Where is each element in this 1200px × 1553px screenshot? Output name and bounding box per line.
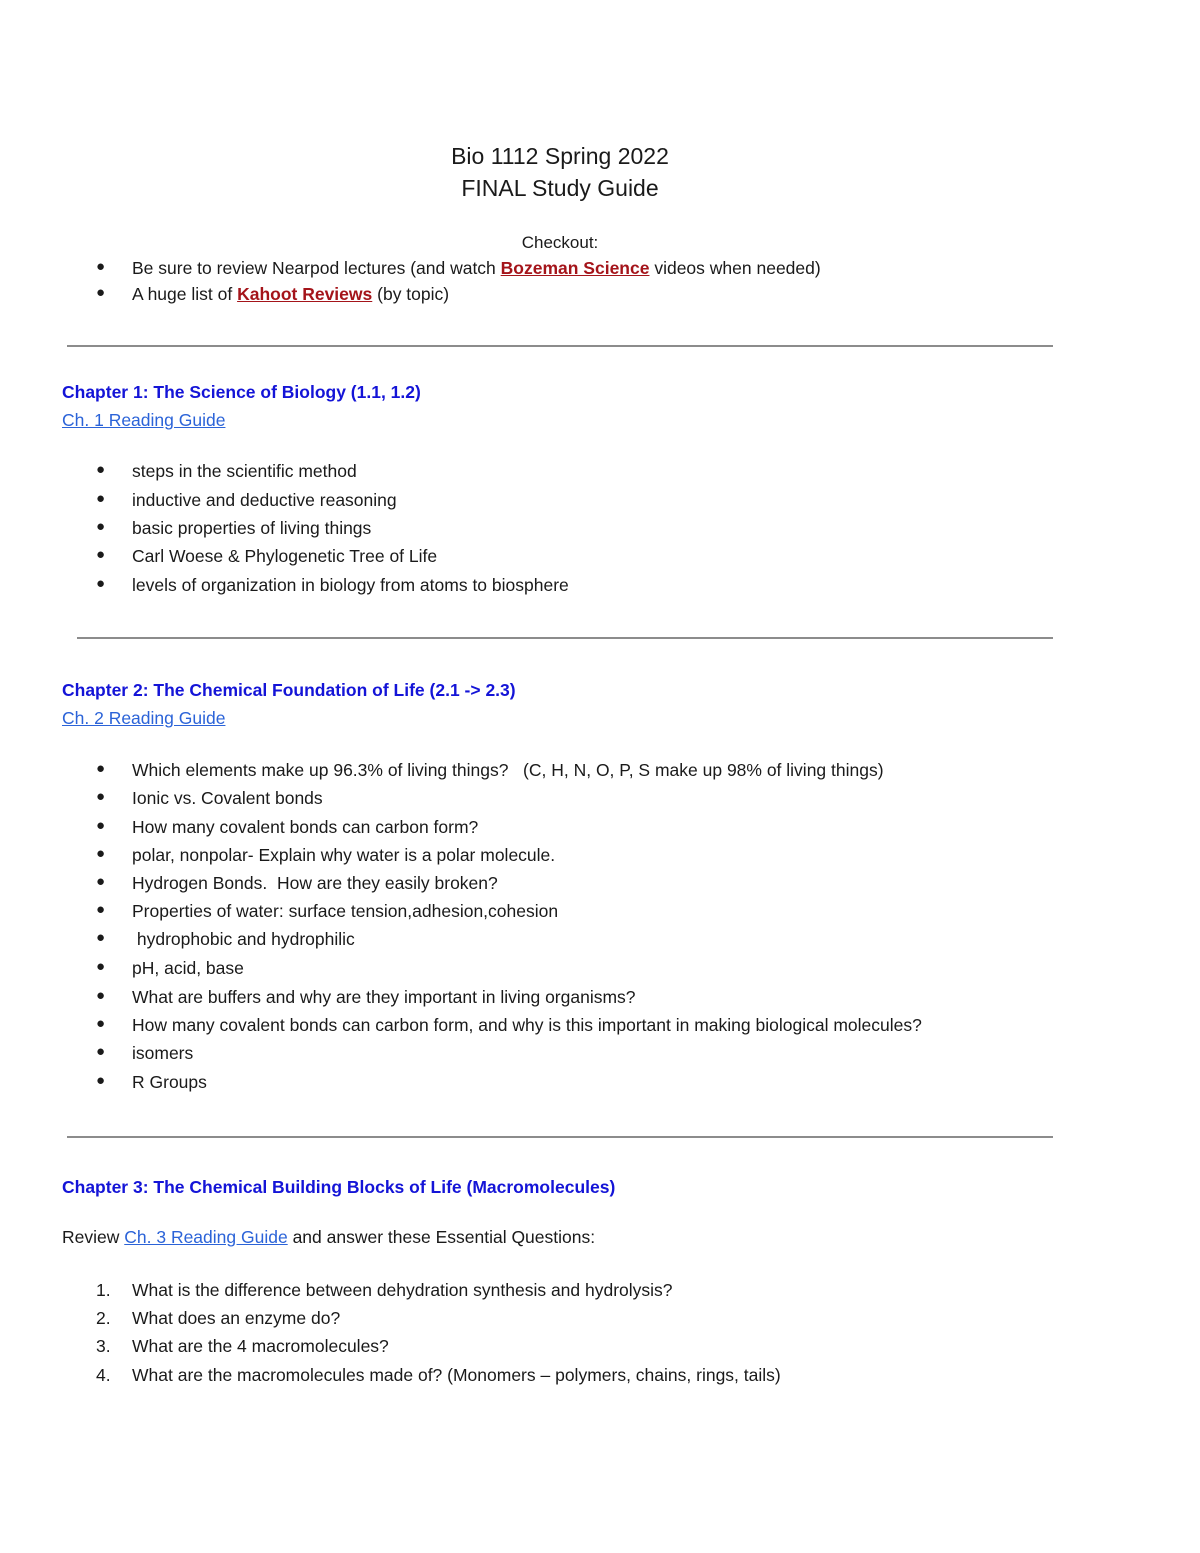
list-item: ● Ionic vs. Covalent bonds [96, 788, 323, 808]
bullet-icon: ● [96, 760, 106, 777]
bullet-icon: ● [96, 490, 106, 507]
chapter2-reading-guide-link[interactable]: Ch. 2 Reading Guide [62, 708, 226, 728]
divider [67, 1136, 1053, 1138]
numbered-question: 2. What does an enzyme do? [96, 1308, 341, 1328]
bozeman-science-link[interactable]: Bozeman Science [500, 258, 650, 278]
list-item: ● R Groups [96, 1072, 207, 1092]
checkout-item-kahoot: ● A huge list of Kahoot Reviews (by topic) [96, 284, 450, 304]
bullet-icon: ● [96, 987, 106, 1004]
bullet-icon: ● [96, 929, 106, 946]
divider [67, 345, 1053, 347]
bullet-icon: ● [96, 284, 106, 301]
kahoot-reviews-link[interactable]: Kahoot Reviews [237, 284, 373, 304]
list-item: ● What are buffers and why are they important in living organisms? [96, 987, 636, 1007]
chapter3-heading: Chapter 3: The Chemical Building Blocks of Life (Macromolecules) [62, 1177, 616, 1197]
list-item: ● levels of organization in biology from atoms to biosphere [96, 575, 569, 595]
list-item: ● Which elements make up 96.3% of living things? (C, H, N, O, P, S make up 98% of living things) [96, 760, 884, 780]
list-item: ● basic properties of living things [96, 518, 372, 538]
chapter1-reading-guide-link[interactable]: Ch. 1 Reading Guide [62, 410, 226, 430]
list-item: ● isomers [96, 1043, 194, 1063]
bullet-icon: ● [96, 1043, 106, 1060]
bullet-icon: ● [96, 546, 106, 563]
list-item: ● How many covalent bonds can carbon form? [96, 817, 479, 837]
chapter2-heading: Chapter 2: The Chemical Foundation of Life (2.1 -> 2.3) [62, 680, 516, 700]
bullet-icon: ● [96, 1015, 106, 1032]
bullet-icon: ● [96, 873, 106, 890]
list-item: ● inductive and deductive reasoning [96, 490, 397, 510]
bullet-icon: ● [96, 575, 106, 592]
bullet-icon: ● [96, 518, 106, 535]
chapter3-reading-guide-link[interactable]: Ch. 3 Reading Guide [124, 1227, 288, 1247]
checkout-label: Checkout: [521, 233, 599, 252]
numbered-question: 4. What are the macromolecules made of? (Monomers – polymers, chains, rings, tails) [96, 1365, 781, 1385]
numbered-question: 1. What is the difference between dehydration synthesis and hydrolysis? [96, 1280, 673, 1300]
list-item: ● pH, acid, base [96, 958, 244, 978]
bullet-icon: ● [96, 1072, 106, 1089]
document-subtitle: FINAL Study Guide [461, 175, 659, 201]
list-item: ● How many covalent bonds can carbon form, and why is this important in making biological molecules? [96, 1015, 922, 1035]
bullet-icon: ● [96, 958, 106, 975]
bullet-icon: ● [96, 901, 106, 918]
bullet-icon: ● [96, 461, 106, 478]
bullet-icon: ● [96, 258, 106, 275]
document-title: Bio 1112 Spring 2022 [451, 143, 669, 169]
list-item: ● polar, nonpolar- Explain why water is a polar molecule. [96, 845, 556, 865]
numbered-question: 3. What are the 4 macromolecules? [96, 1336, 389, 1356]
chapter3-review-line: Review Ch. 3 Reading Guide and answer these Essential Questions: [62, 1227, 596, 1247]
list-item: ● Properties of water: surface tension,adhesion,cohesion [96, 901, 559, 921]
bullet-icon: ● [96, 817, 106, 834]
list-item: ● steps in the scientific method [96, 461, 357, 481]
list-item: ● Hydrogen Bonds. How are they easily broken? [96, 873, 498, 893]
checkout-item-nearpod: ● Be sure to review Nearpod lectures (and watch Bozeman Science videos when needed) [96, 258, 821, 278]
chapter1-heading: Chapter 1: The Science of Biology (1.1, 1.2) [62, 382, 421, 402]
list-item: ● hydrophobic and hydrophilic [96, 929, 355, 949]
divider [77, 637, 1053, 639]
bullet-icon: ● [96, 845, 106, 862]
list-item: ● Carl Woese & Phylogenetic Tree of Life [96, 546, 438, 566]
bullet-icon: ● [96, 788, 106, 805]
